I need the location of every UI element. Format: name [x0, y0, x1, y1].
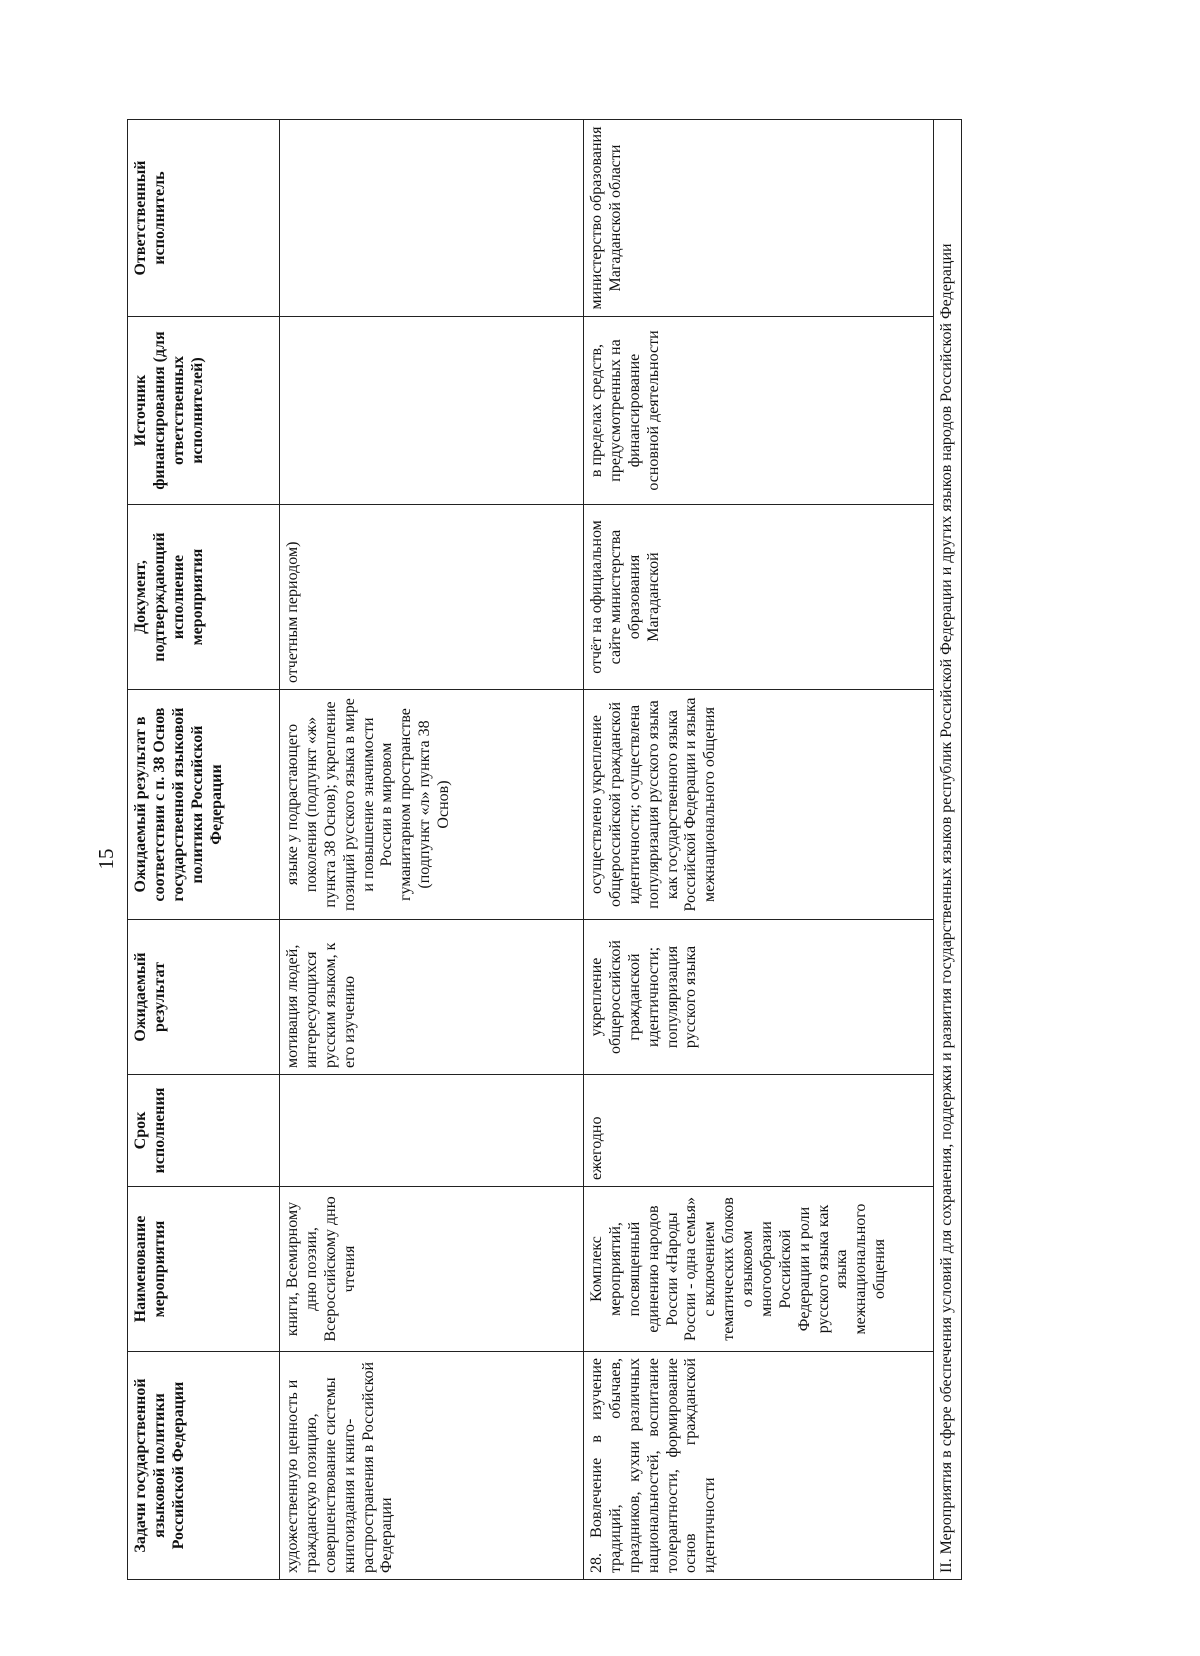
table-row [280, 120, 584, 1580]
header-term: Срок исполнения [128, 1075, 280, 1187]
header-result: Ожидаемый результат [128, 920, 280, 1075]
funding-cell [280, 317, 584, 505]
funding-cell: в пределах средств, предусмотренных на финансирование основной деятельности [584, 317, 934, 505]
events-table [127, 119, 962, 1580]
table-row [584, 120, 934, 1580]
result-cell: укрепление общероссийской гражданской идентичности; популяризация русского языка [584, 920, 934, 1075]
header-funding: Источник финансирования (для ответственных исполнителей) [128, 317, 280, 505]
executor-cell [280, 120, 584, 317]
header-result-38: Ожидаемый результат в соответствии с п. 38 Основ государственной языковой политики Российской Федерации [128, 690, 280, 920]
header-document: Документ, подтверждающий исполнение мероприятия [128, 505, 280, 690]
header-executor: Ответственный исполнитель [128, 120, 280, 317]
term-cell: ежегодно [584, 1075, 934, 1187]
event-cell: книги, Всемирному дню поэзии, Всероссийскому дню чтения [280, 1187, 584, 1352]
page-number: 15 [94, 848, 118, 870]
event-cell: Комплекс мероприятий, посвященный единению народов России «Народы России - одна семья» с включением тематических блоков о языковом многообразии Российской Федерации и роли русского языка как языка межнационального общения [584, 1187, 934, 1352]
section-title: II. Мероприятия в сфере обеспечения условий для сохранения, поддержки и развития государственных языков республик Российской Федерации и других языков народов Российской Федерации [934, 120, 962, 1580]
header-task: Задачи государственной языковой политики Российской Федерации [128, 1352, 280, 1580]
rotated-page-content [127, 120, 1022, 1580]
task-cell: 28. Вовлечение в изучение традиций, обычаев, праздников, кухни различных национальностей, воспитание толерантности, формирование основ гражданской идентичности [584, 1352, 934, 1580]
task-cell: художественную ценность и гражданскую позицию, совершенствование системы книгоиздания и книго-распространения в Российской Федерации [280, 1352, 584, 1580]
header-event: Наименование мероприятия [128, 1187, 280, 1352]
section-row [934, 120, 962, 1580]
table-header-row [128, 120, 280, 1580]
result-cell: мотивация людей, интересующихся русским языком, к его изучению [280, 920, 584, 1075]
document-cell: отчетным периодом) [280, 505, 584, 690]
term-cell [280, 1075, 584, 1187]
document-cell: отчёт на официальном сайте министерства образования Магаданской [584, 505, 934, 690]
executor-cell: министерство образования Магаданской области [584, 120, 934, 317]
result-38-cell: языке у подрастающего поколения (подпункт «ж» пункта 38 Основ); укрепление позиций русского языка в мире и повышение значимости России в мировом гуманитарном пространстве (подпункт «л» пункта 38 Основ) [280, 690, 584, 920]
result-38-cell: осуществлено укрепление общероссийской гражданской идентичности; осуществлена популяризация русского языка как государственного языка Российской Федерации и языка межнационального общения [584, 690, 934, 920]
